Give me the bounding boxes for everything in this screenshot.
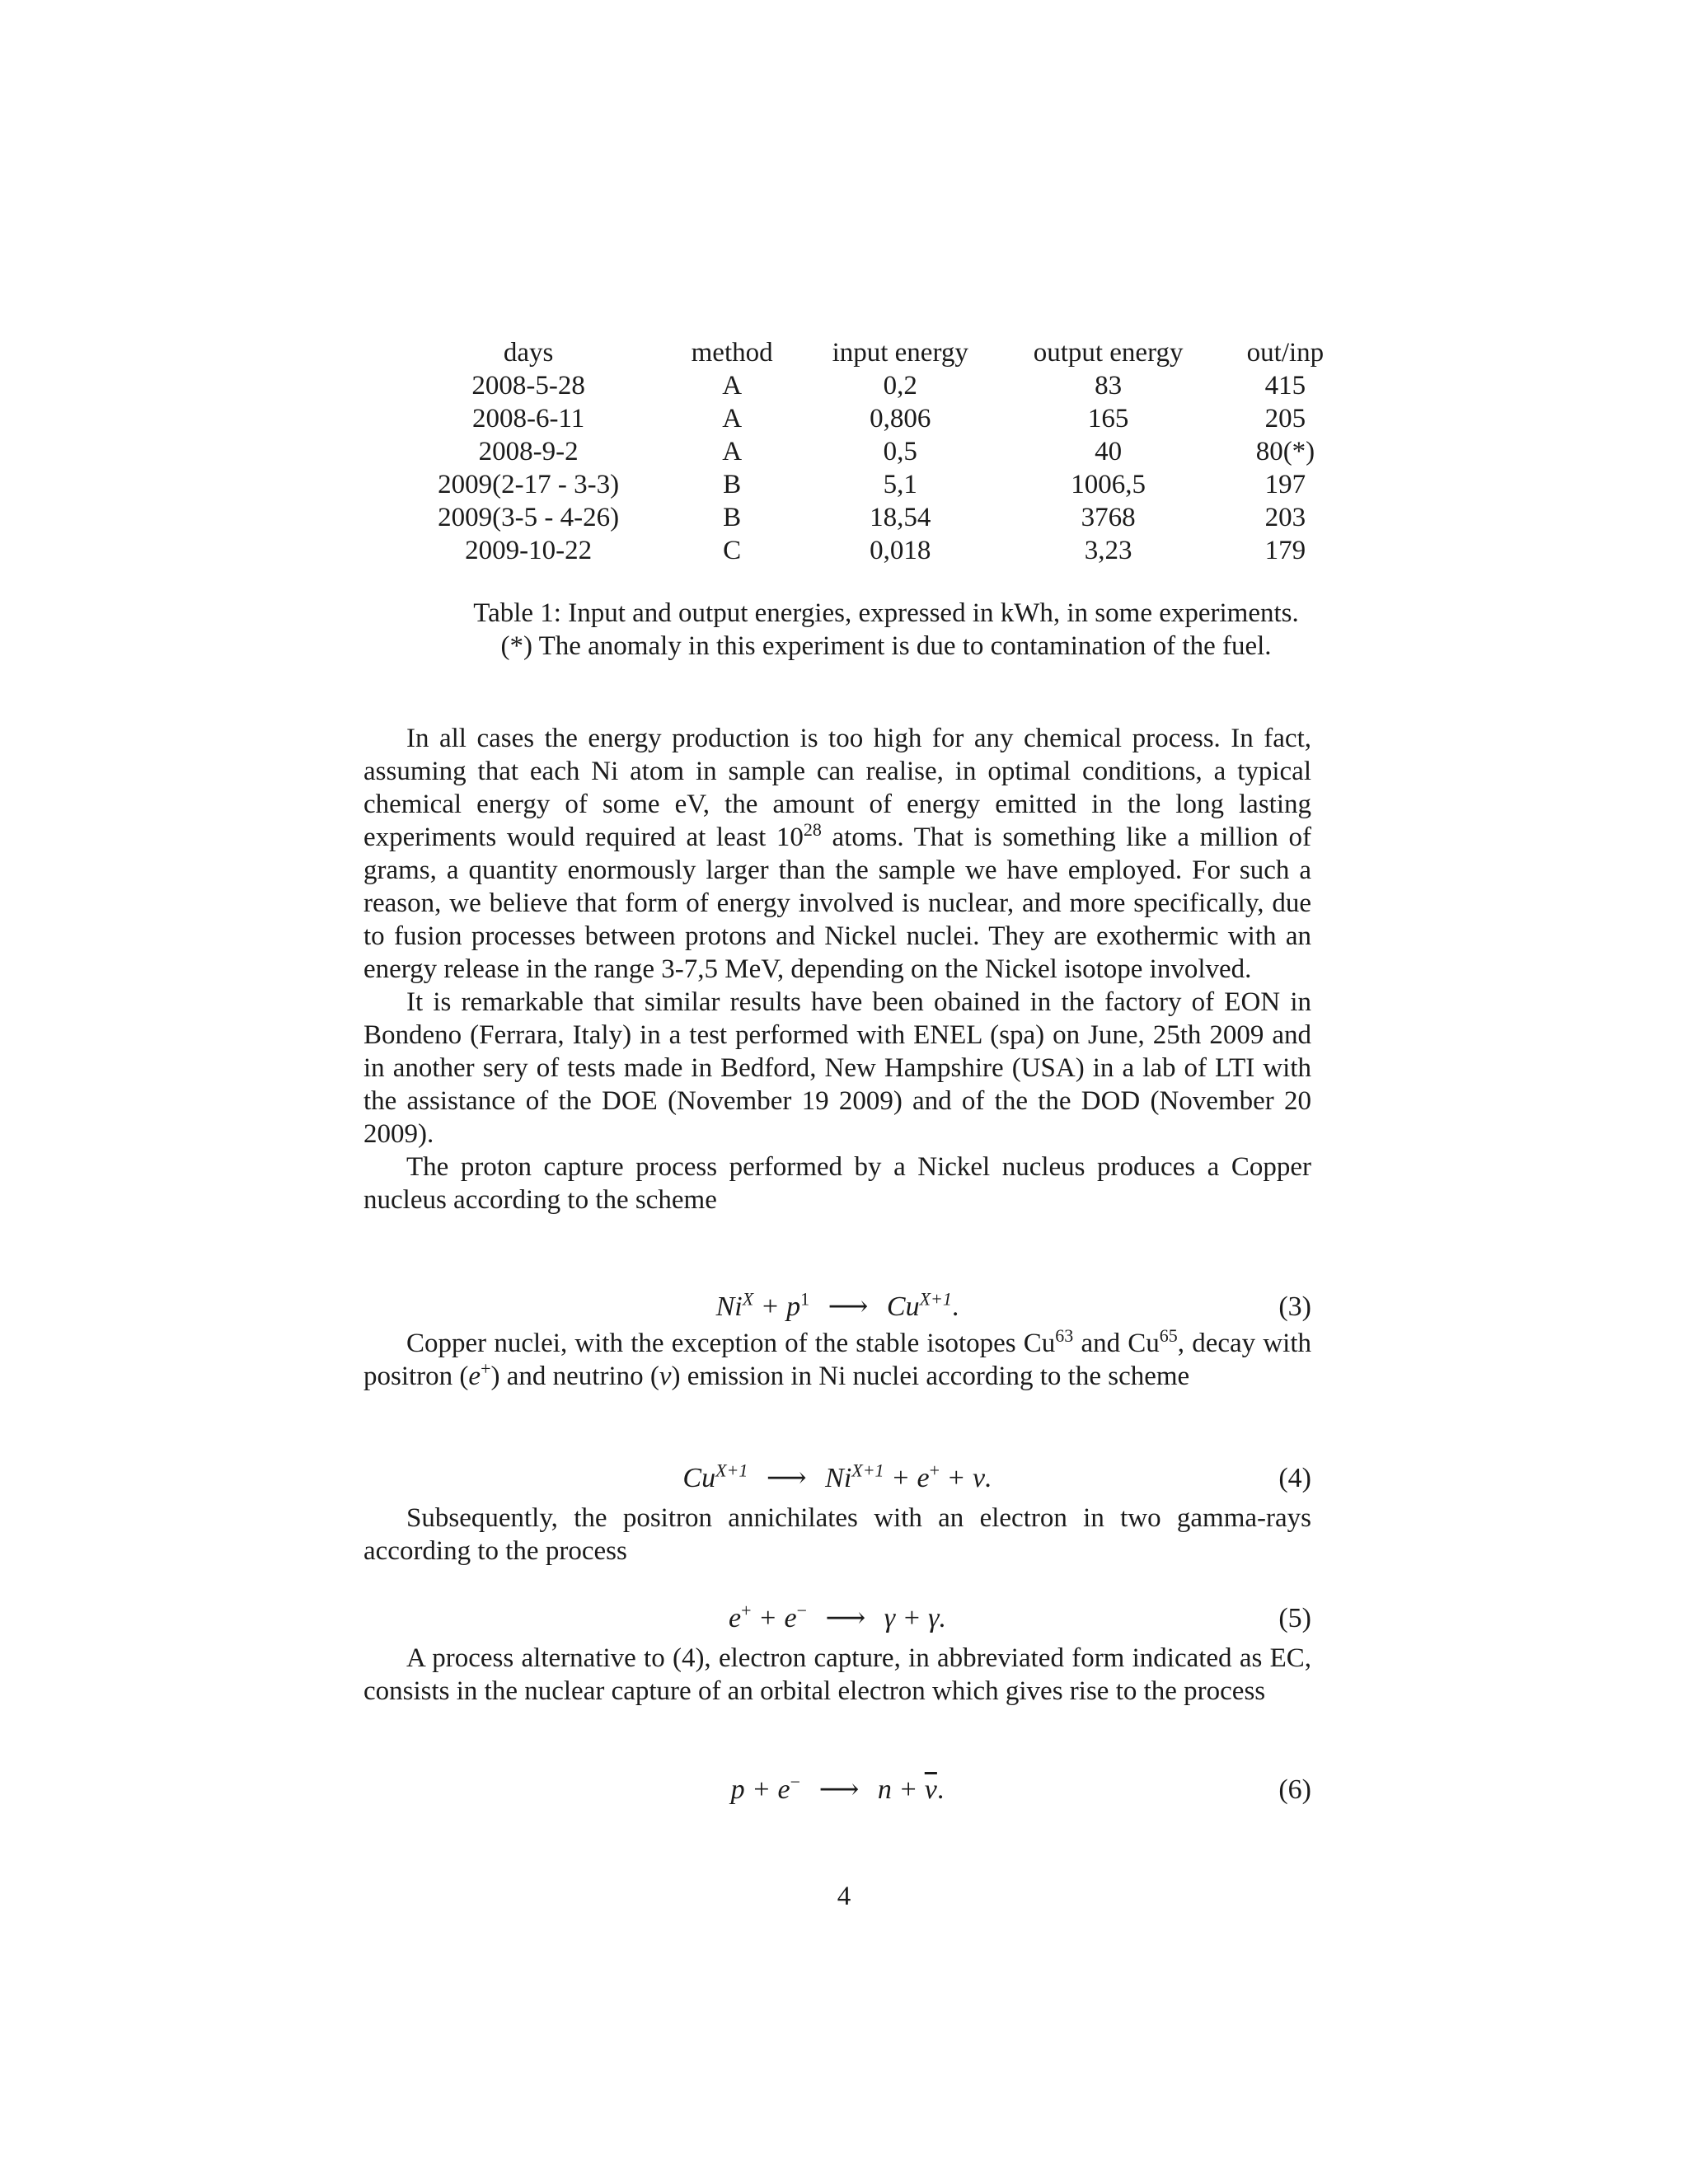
text-block-3	[363, 1502, 1311, 1568]
energy-table	[396, 336, 1352, 567]
cell-ratio: 205	[1264, 404, 1306, 434]
cell-output: 40	[1095, 437, 1123, 466]
cell-days: 2008-6-11	[471, 404, 585, 434]
table-row	[396, 501, 1352, 534]
cell-ratio: 179	[1264, 536, 1306, 565]
cell-ratio: 80(*)	[1255, 437, 1315, 466]
table-row	[396, 468, 1352, 501]
paragraph-electron-capture: A process alternative to (4), electron capture, in abbreviated form indicated as EC, consists in the nuclear capture of an orbital electron which gives rise to the process	[363, 1643, 1311, 1706]
table-row	[396, 435, 1352, 468]
cell-input: 0,2	[883, 371, 917, 401]
cell-input: 0,5	[883, 437, 917, 466]
cell-method: A	[722, 371, 743, 401]
cell-input: 0,806	[870, 404, 931, 434]
caption-line-2: (*) The anomaly in this experiment is due to contamination of the fuel.	[500, 631, 1272, 661]
paragraph-copper-decay: Copper nuclei, with the exception of the stable isotopes Cu$^{63}$ and Cu$^{65}$, decay with positron (e+) and neutrino (ν) emission in Ni nuclei according to the scheme	[363, 1325, 1311, 1391]
cell-method: A	[722, 404, 743, 434]
equation-number-4: (4)	[1278, 1463, 1311, 1493]
text-block-2	[363, 1327, 1311, 1393]
paragraph-similar-results: It is remarkable that similar results have been obained in the factory of EON in Bondeno (Ferrara, Italy) in a test performed with ENEL (spa) on June, 25th 2009 and in another sery of tests made in Bedford, New Hampshire (USA) in a lab of LTI with the assistance of the DOE (November 19 2009) and of the the DOD (November 20 2009).	[363, 987, 1311, 1149]
cell-output: 1006,5	[1071, 470, 1146, 499]
cell-ratio: 197	[1264, 470, 1306, 499]
cell-output: 165	[1087, 404, 1129, 434]
paragraph-energy-production: In all cases the energy production is too high for any chemical process. In fact, assuming that each Ni atom in sample can realise, in optimal conditions, a typical chemical energy of some eV, the amount of energy emitted in the long lasting experiments would required at least $10^{28}$ atoms. That is something like a million of grams, a quantity enormously larger than the sample we have employed. For such a reason, we believe that form of energy involved is nuclear, and more specifically, due to fusion processes between protons and Nickel nuclei. They are exothermic with an energy release in the range 3-7,5 MeV, depending on the Nickel isotope involved.	[363, 724, 1311, 984]
page-number: 4	[837, 1882, 851, 1911]
header-input-energy: input energy	[832, 338, 968, 368]
table-header-row	[396, 336, 1352, 369]
cell-days: 2008-9-2	[478, 437, 579, 466]
equation-number-5: (5)	[1278, 1603, 1311, 1633]
table-row	[396, 534, 1352, 567]
cell-days: 2009(3-5 - 4-26)	[438, 503, 620, 532]
cell-output: 83	[1095, 371, 1123, 401]
header-output-energy: output energy	[1033, 338, 1184, 368]
header-out-inp: out/inp	[1246, 338, 1325, 368]
cell-method: A	[722, 437, 743, 466]
table-row	[396, 402, 1352, 435]
cell-input: 0,018	[870, 536, 931, 565]
paragraph-proton-capture: The proton capture process performed by a Nickel nucleus produces a Copper nucleus according to the scheme	[363, 1152, 1311, 1215]
cell-method: C	[723, 536, 742, 565]
cell-ratio: 415	[1264, 371, 1306, 401]
equation-6: p + e− ⟶ $n + \overline{\nu}$. (6)	[363, 1772, 1311, 1808]
table-row	[396, 369, 1352, 402]
header-method: method	[691, 338, 773, 368]
text-block-4	[363, 1642, 1311, 1708]
equation-4: $Cu^{X+1}$ ⟶ $Ni^{X+1} + e^+ + \nu$. (4)	[363, 1460, 1311, 1497]
header-days: days	[503, 338, 554, 368]
cell-days: 2008-5-28	[471, 371, 585, 401]
equation-5: e+ + e− ⟶ γ + γ. (5)	[363, 1601, 1311, 1637]
cell-input: 5,1	[883, 470, 917, 499]
cell-ratio: 203	[1264, 503, 1306, 532]
cell-input: 18,54	[870, 503, 931, 532]
equation-number-6: (6)	[1278, 1774, 1311, 1805]
text-block-1	[363, 722, 1311, 1216]
table-caption	[363, 597, 1409, 663]
caption-line-1: Table 1: Input and output energies, expressed in kWh, in some experiments.	[473, 598, 1299, 628]
cell-days: 2009-10-22	[465, 536, 593, 565]
cell-output: 3768	[1081, 503, 1136, 532]
cell-days: 2009(2-17 - 3-3)	[438, 470, 620, 499]
cell-output: 3,23	[1084, 536, 1132, 565]
equation-number-3: (3)	[1278, 1291, 1311, 1322]
equation-3: $Ni^X + p^1$ ⟶ $Cu^{X+1}$. (3)	[363, 1289, 1311, 1325]
cell-method: B	[723, 470, 742, 499]
paragraph-positron-annihilation: Subsequently, the positron annichilates with an electron in two gamma-rays according to the process	[363, 1503, 1311, 1566]
cell-method: B	[723, 503, 742, 532]
